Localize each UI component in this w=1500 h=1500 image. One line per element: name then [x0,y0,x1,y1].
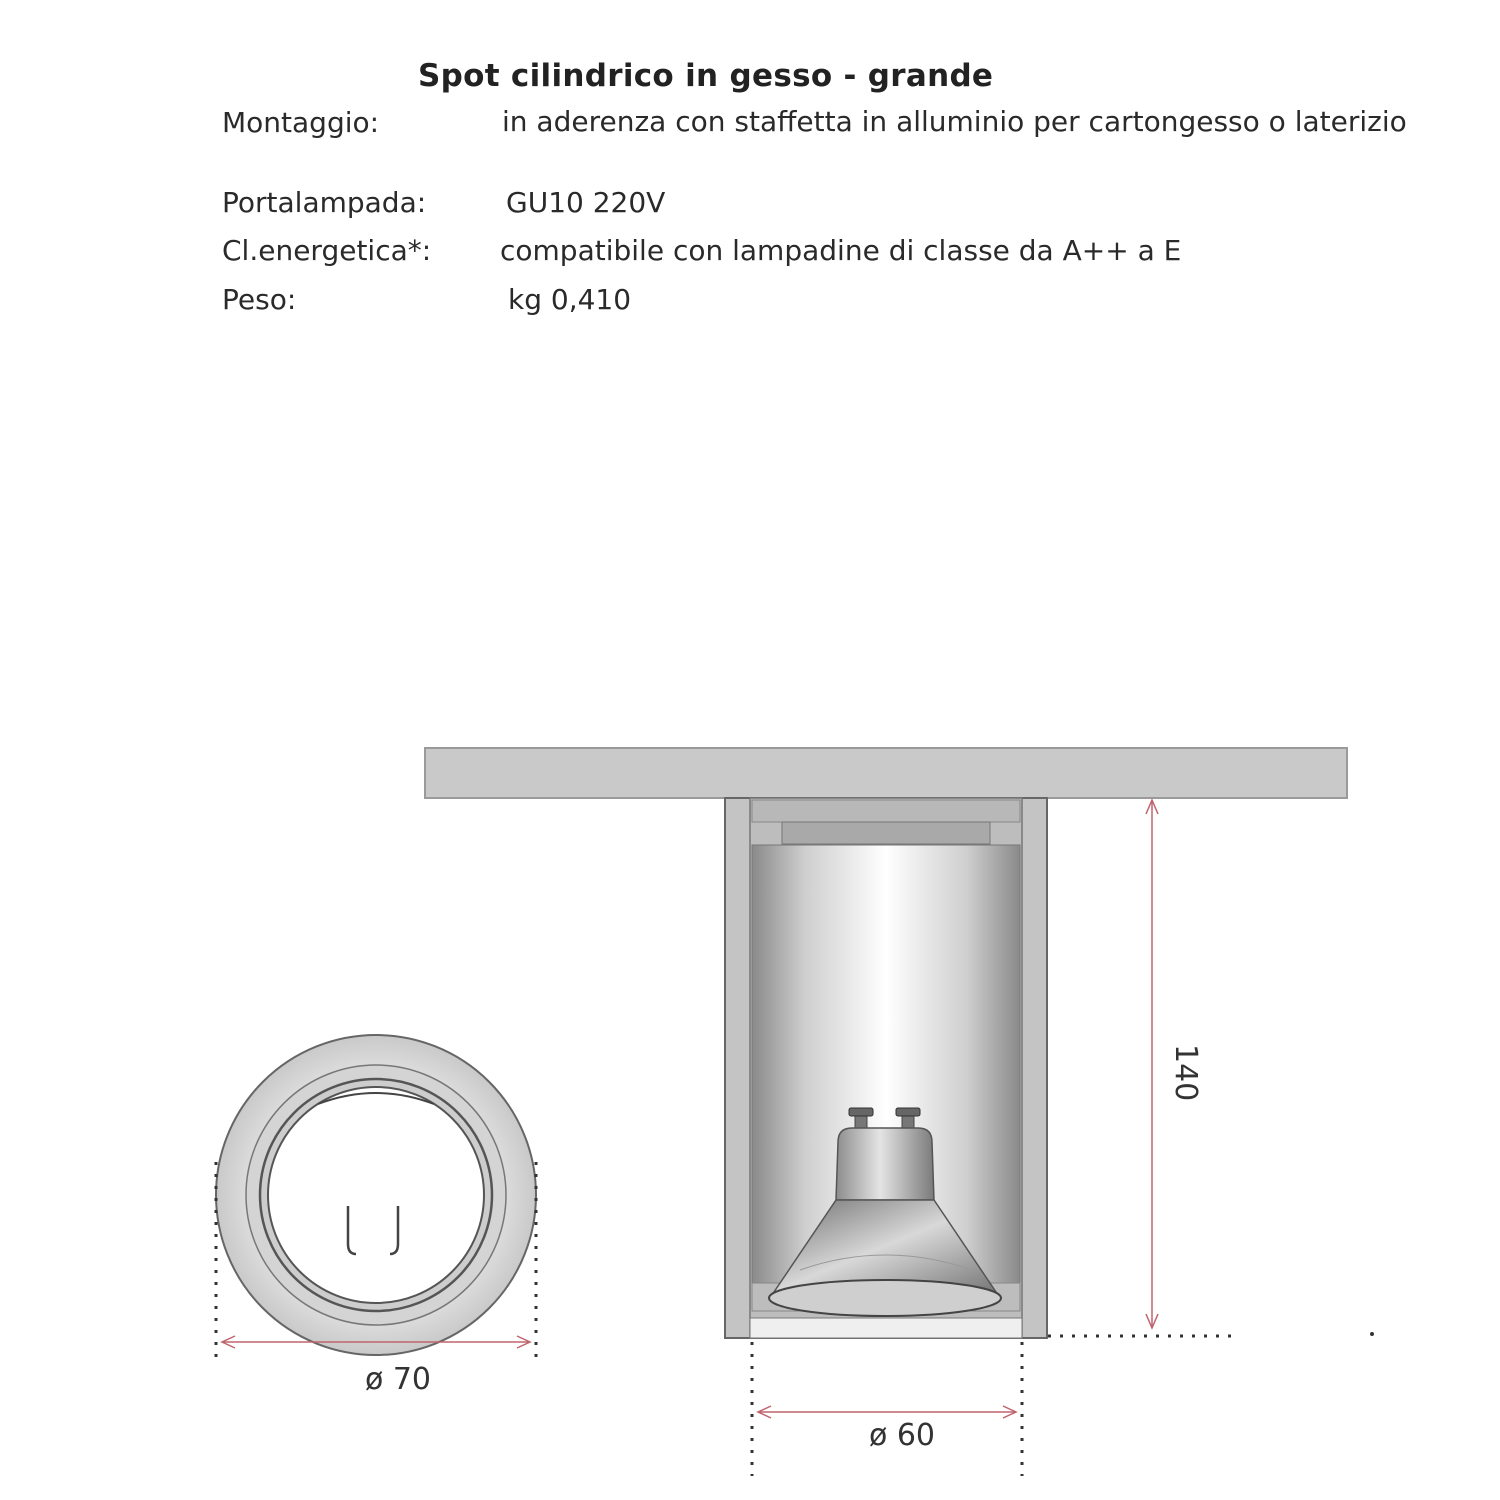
spec-label: Portalampada: [222,186,427,219]
inner-diameter-label: ø 60 [868,1418,936,1453]
top-view-ring [216,1035,536,1355]
spec-value: kg 0,410 [508,283,632,316]
spec-label: Peso: [222,283,297,316]
spec-value: compatibile con lampadine di classe da A++ a E [500,234,1182,267]
height-dimension [1048,800,1374,1336]
outer-diameter-label: ø 70 [364,1362,432,1397]
spec-label: Cl.energetica*: [222,234,432,267]
inner-diameter-dimension [752,1342,1022,1476]
spec-label: Montaggio: [222,106,380,139]
ceiling-plate [425,748,1347,798]
spec-value: GU10 220V [506,186,666,219]
height-label: 140 [1168,1044,1203,1102]
page-title: Spot cilindrico in gesso - grande [418,58,994,94]
spec-value: in aderenza con staffetta in alluminio per cartongesso o laterizio [502,105,1407,138]
